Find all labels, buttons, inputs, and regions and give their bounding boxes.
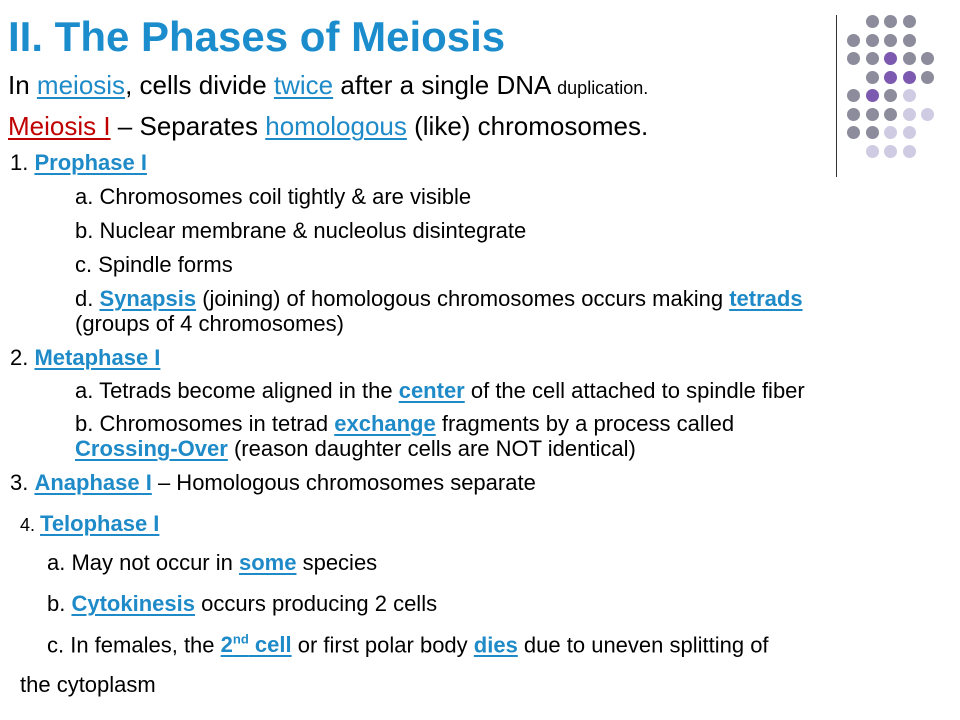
blank-synapsis: Synapsis bbox=[99, 286, 197, 311]
telophase-a-pre: a. May not occur in bbox=[47, 550, 239, 575]
blank-exchange: exchange bbox=[334, 411, 436, 436]
metaphase-b-line2 bbox=[75, 438, 636, 460]
telophase-b bbox=[47, 593, 437, 615]
prophase-c: c. Spindle forms bbox=[75, 252, 233, 277]
second-cell-word: cell bbox=[248, 632, 292, 658]
meiosis-one-post: (like) chromosomes. bbox=[406, 111, 649, 141]
prophase-b: b. Nuclear membrane & nucleolus disintegrate bbox=[75, 218, 527, 243]
blank-cytokinesis: Cytokinesis bbox=[71, 591, 195, 616]
prophase-d bbox=[75, 288, 803, 310]
metaphase-b-post: fragments by a process called bbox=[435, 411, 735, 436]
blank-anaphase: Anaphase I bbox=[34, 470, 152, 495]
decorative-dot bbox=[884, 145, 897, 158]
metaphase-a-pre: a. Tetrads become aligned in the bbox=[75, 378, 399, 403]
intro-tail: duplication. bbox=[557, 78, 649, 98]
prophase-d-mid: (joining) of homologous chromosomes occurs making bbox=[196, 286, 730, 311]
decorative-dot bbox=[847, 126, 860, 139]
telophase-c-pre: c. In females, the bbox=[47, 632, 221, 658]
decorative-dot bbox=[866, 71, 879, 84]
blank-some: some bbox=[238, 550, 297, 575]
intro-mid: , cells divide bbox=[125, 70, 274, 100]
decorative-dot bbox=[866, 108, 879, 121]
metaphase-heading bbox=[10, 347, 160, 369]
prophase-d-pre: d. bbox=[75, 286, 100, 311]
decorative-dot bbox=[903, 34, 916, 47]
meiosis-one-label: Meiosis I bbox=[8, 111, 111, 141]
telophase-c-mid: or first polar body bbox=[291, 632, 474, 658]
decorative-dot bbox=[866, 34, 879, 47]
divider-line bbox=[836, 15, 837, 177]
decorative-dot bbox=[847, 89, 860, 102]
blank-crossing-over: Crossing-Over bbox=[75, 436, 228, 461]
decorative-dot bbox=[903, 145, 916, 158]
decorative-dot bbox=[903, 108, 916, 121]
decorative-dot bbox=[847, 108, 860, 121]
telophase-heading bbox=[20, 513, 159, 535]
metaphase-b bbox=[75, 413, 734, 435]
decorative-dot bbox=[903, 89, 916, 102]
telophase-a bbox=[47, 552, 377, 574]
anaphase-num: 3. bbox=[10, 470, 35, 495]
blank-dies: dies bbox=[473, 632, 518, 658]
telophase-a-post: species bbox=[296, 550, 378, 575]
decorative-dot bbox=[847, 34, 860, 47]
anaphase-post: – Homologous chromosomes separate bbox=[151, 470, 536, 495]
metaphase-a bbox=[75, 380, 805, 402]
decorative-dot bbox=[866, 145, 879, 158]
metaphase-b-post2: (reason daughter cells are NOT identical) bbox=[227, 436, 636, 461]
intro-line bbox=[8, 72, 648, 98]
second-number: 2 bbox=[220, 632, 233, 658]
meiosis-one-dash: – Separates bbox=[110, 111, 266, 141]
decorative-dot bbox=[903, 71, 916, 84]
metaphase-num: 2. bbox=[10, 345, 35, 370]
second-suffix: nd bbox=[232, 632, 249, 647]
meiosis-one-line bbox=[8, 113, 648, 139]
decorative-dot bbox=[884, 52, 897, 65]
prophase-num: 1. bbox=[10, 150, 35, 175]
telophase-c bbox=[47, 633, 769, 656]
decorative-dot bbox=[866, 89, 879, 102]
telophase-b-post: occurs producing 2 cells bbox=[194, 591, 438, 616]
intro-post: after a single DNA bbox=[333, 70, 558, 100]
blank-prophase: Prophase I bbox=[34, 150, 147, 175]
anaphase-heading bbox=[10, 472, 536, 494]
decorative-dot bbox=[884, 89, 897, 102]
decorative-dot bbox=[903, 52, 916, 65]
blank-center: center bbox=[398, 378, 465, 403]
prophase-d-line2: (groups of 4 chromosomes) bbox=[75, 311, 344, 336]
telophase-c-line2: the cytoplasm bbox=[20, 672, 156, 697]
telophase-b-pre: b. bbox=[47, 591, 72, 616]
metaphase-a-post: of the cell attached to spindle fiber bbox=[464, 378, 805, 403]
page-title: II. The Phases of Meiosis bbox=[8, 13, 506, 60]
decorative-dot bbox=[884, 34, 897, 47]
blank-second-cell bbox=[221, 632, 292, 657]
blank-twice: twice bbox=[273, 70, 334, 100]
blank-metaphase: Metaphase I bbox=[34, 345, 161, 370]
telophase-c-post: due to uneven splitting of bbox=[517, 632, 769, 658]
blank-telophase: Telophase I bbox=[40, 511, 160, 536]
telophase-num: 4. bbox=[20, 515, 41, 535]
blank-homologous: homologous bbox=[265, 111, 407, 141]
decorative-dot bbox=[921, 52, 934, 65]
blank-meiosis: meiosis bbox=[36, 70, 126, 100]
decorative-dot bbox=[866, 126, 879, 139]
decorative-dot bbox=[921, 71, 934, 84]
prophase-a: a. Chromosomes coil tightly & are visible bbox=[75, 184, 472, 209]
decorative-dot bbox=[866, 52, 879, 65]
decorative-dot bbox=[903, 15, 916, 28]
metaphase-b-pre: b. Chromosomes in tetrad bbox=[75, 411, 335, 436]
decorative-dot bbox=[921, 108, 934, 121]
blank-tetrads: tetrads bbox=[729, 286, 803, 311]
decorative-dot bbox=[884, 108, 897, 121]
decorative-dot bbox=[866, 15, 879, 28]
decorative-dot bbox=[884, 71, 897, 84]
decorative-dot bbox=[903, 126, 916, 139]
intro-pre: In bbox=[8, 70, 37, 100]
prophase-heading bbox=[10, 152, 147, 174]
decorative-dot bbox=[847, 52, 860, 65]
decorative-dot bbox=[884, 15, 897, 28]
decorative-dot bbox=[884, 126, 897, 139]
